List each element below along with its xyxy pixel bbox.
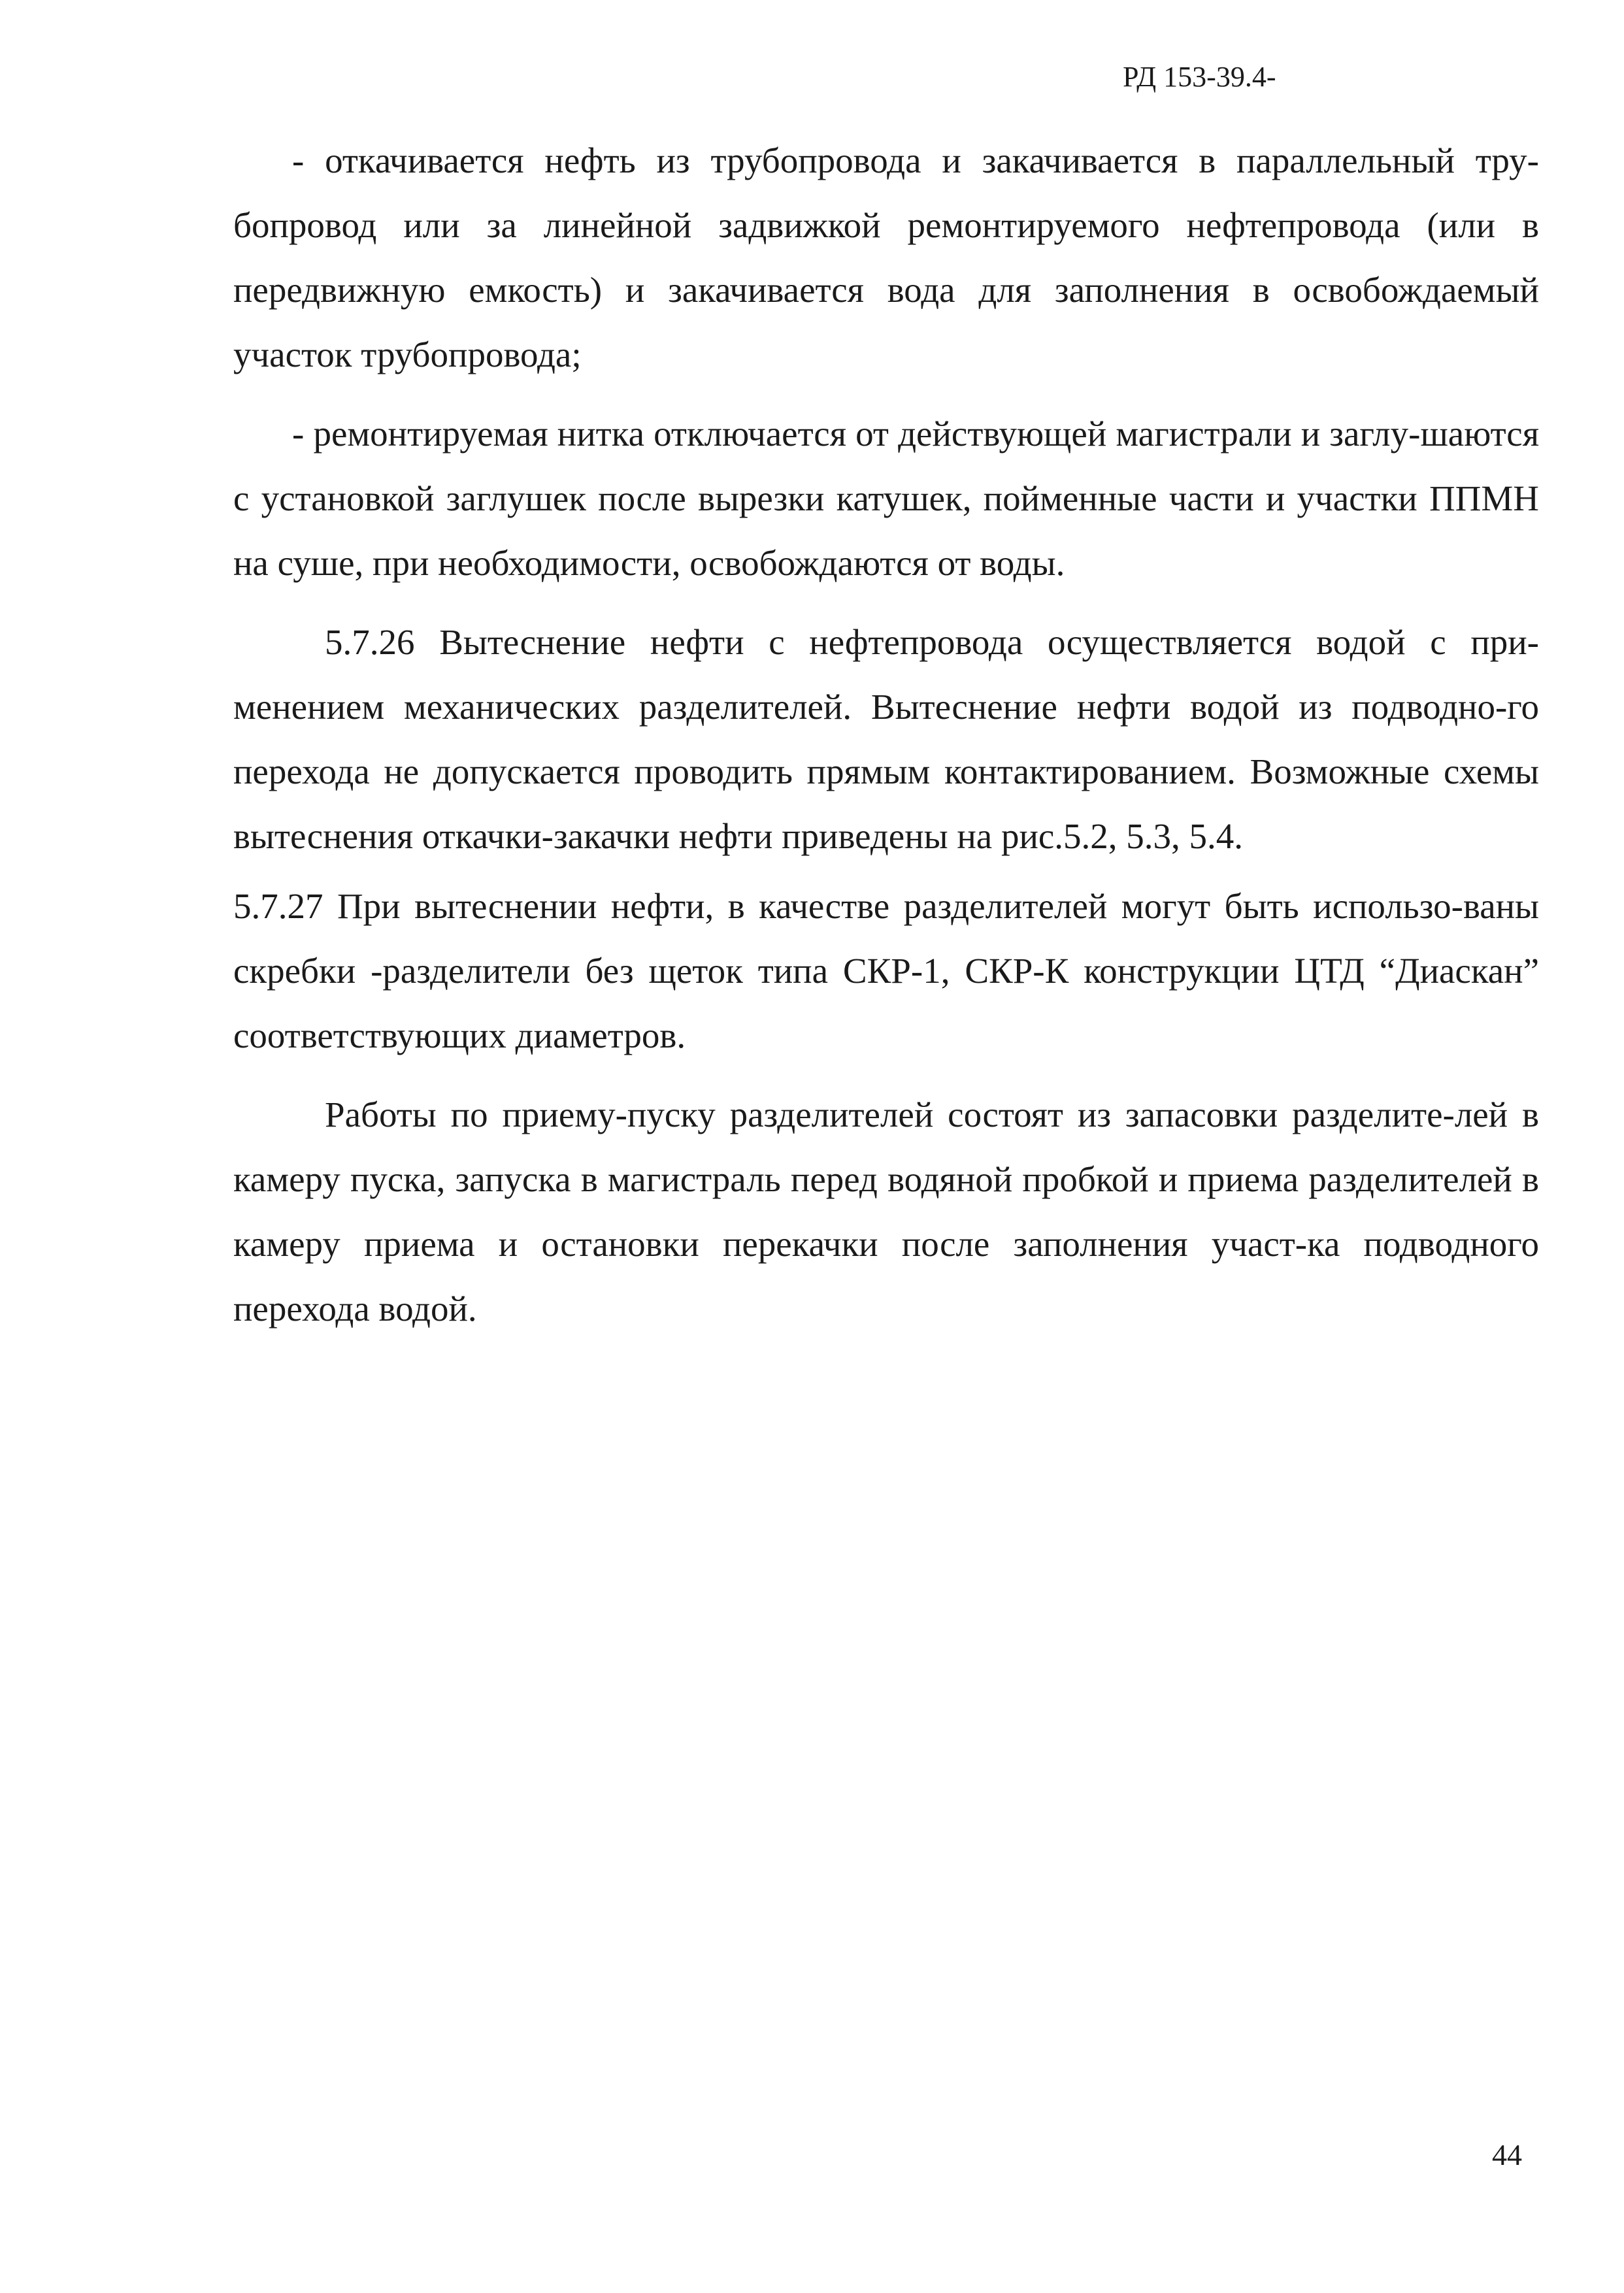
paragraph-5-7-27: 5.7.27 При вытеснении нефти, в качестве разделителей могут быть использо-ваны скребки -разделители без щеток типа СКР-1, СКР-К конструкции ЦТД “Диаскан” соответствующих диаметров. bbox=[233, 886, 1539, 1055]
page-number: 44 bbox=[1492, 2138, 1522, 2171]
paragraph-5-7-26: 5.7.26 Вытеснение нефти с нефтепровода осуществляется водой с при-менением механических разделителей. Вытеснение нефти водой из подводно-го перехода не допускается проводить прямым контактированием. Возможные схемы вытеснения откачки-закачки нефти приведены на рис.5.2, 5.3, 5.4. bbox=[233, 622, 1539, 856]
paragraph-separator-launch: Работы по приему-пуску разделителей состоят из запасовки разделите-лей в камеру пуска, запуска в магистраль перед водяной пробкой и приема разделителей в камеру приема и остановки перекачки после заполнения участ-ка подводного перехода водой. bbox=[233, 1095, 1539, 1328]
body-text bbox=[233, 128, 1539, 1341]
paragraph-oil-pumping: - откачивается нефть из трубопровода и закачивается в параллельный тру-бопровод или за линейной задвижкой ремонтируемого нефтепровода (или в передвижную емкость) и закачивается вода для заполнения в освобождаемый участок трубопровода; bbox=[233, 140, 1539, 374]
document-code-header: РД 153-39.4- bbox=[1123, 61, 1276, 93]
paragraph-line-disconnect: - ремонтируемая нитка отключается от действующей магистрали и заглу-шаются с установкой заглушек после вырезки катушек, пойменные части и участки ППМН на суше, при необходимости, освобождаются от воды. bbox=[233, 414, 1539, 583]
